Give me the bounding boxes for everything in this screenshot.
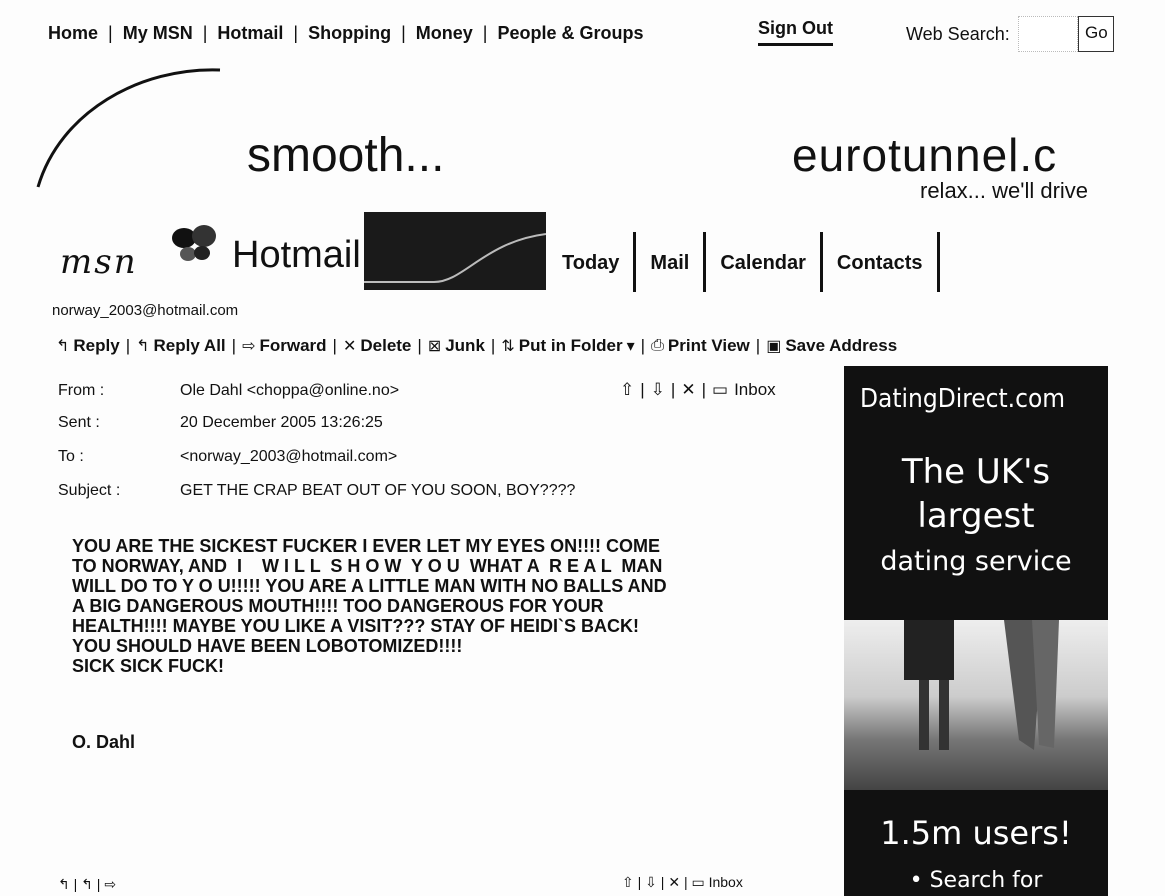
ad-headline-line: The UK's	[901, 452, 1051, 492]
account-email: norway_2003@hotmail.com	[52, 302, 239, 319]
message-body	[72, 536, 822, 676]
message-nav	[620, 380, 776, 400]
next-message-icon[interactable]: ⇩	[650, 380, 665, 399]
message-signature: O. Dahl	[72, 732, 136, 752]
nav-separator: |	[293, 22, 299, 43]
nav-separator: |	[401, 22, 406, 43]
toolbar-separator: |	[490, 336, 496, 355]
sign-out-link[interactable]: Sign Out	[758, 18, 833, 46]
top-nav	[48, 20, 644, 46]
body-line: YOU SHOULD HAVE BEEN LOBOTOMIZED!!!!	[72, 636, 463, 656]
msn-logo[interactable]: msn	[60, 242, 138, 282]
toolbar-separator: |	[332, 336, 337, 355]
delete-button[interactable]	[343, 336, 411, 356]
delete-label: Delete	[360, 336, 412, 355]
reply-all-icon: ↰	[136, 338, 150, 355]
address-card-icon: ▣	[766, 338, 782, 355]
delete-icon[interactable]: ✕	[668, 874, 681, 890]
ad-users: 1.5m users!	[880, 814, 1072, 852]
folder-icon: ▭	[712, 380, 729, 399]
from-value[interactable]: Ole Dahl <choppa@online.no>	[180, 382, 400, 399]
nav-separator: |	[73, 876, 78, 892]
body-line: A BIG DANGEROUS MOUTH!!!! TOO DANGEROUS FOR YOUR	[72, 596, 604, 616]
ad-headline-line: largest	[917, 496, 1035, 536]
reply-icon: ↰	[56, 338, 70, 355]
to-label: To :	[58, 448, 84, 465]
tab-calendar[interactable]: Calendar	[706, 232, 823, 292]
dating-ad[interactable]	[844, 366, 1108, 896]
nav-people-groups[interactable]: People & Groups	[497, 22, 644, 43]
nav-separator: |	[108, 22, 113, 43]
bottom-toolbar	[58, 876, 116, 893]
reply-all-label: Reply All	[153, 336, 226, 355]
junk-button[interactable]	[428, 336, 485, 356]
ad-headline	[844, 450, 1108, 538]
print-view-label: Print View	[667, 336, 750, 355]
tab-mail[interactable]: Mail	[636, 232, 706, 292]
printer-icon: ⎙	[651, 337, 664, 354]
to-value: <norway_2003@hotmail.com>	[180, 448, 398, 465]
go-button[interactable]: Go	[1078, 16, 1114, 52]
nav-separator: |	[96, 876, 101, 892]
subject-value: GET THE CRAP BEAT OUT OF YOU SOON, BOY????	[180, 482, 576, 499]
put-in-folder-button[interactable]	[501, 336, 634, 356]
nav-home[interactable]: Home	[48, 22, 99, 43]
inbox-link[interactable]: Inbox	[734, 380, 776, 399]
hotmail-tabs	[548, 232, 940, 292]
reply-label: Reply	[73, 336, 120, 355]
delete-icon: ✕	[342, 338, 357, 355]
nav-my-msn[interactable]: My MSN	[122, 22, 193, 43]
delete-icon[interactable]: ✕	[681, 380, 696, 399]
nav-separator: |	[482, 22, 488, 43]
web-search-label: Web Search:	[906, 24, 1010, 44]
banner-brand-logo[interactable]: eurotunnel.c	[792, 129, 1058, 181]
body-line: TO NORWAY, AND I W I L L S H O W Y O U WHAT A R E A L MAN	[72, 556, 663, 576]
ad-brand: DatingDirect.com	[860, 384, 1066, 414]
save-address-label: Save Address	[785, 336, 898, 355]
nav-separator: |	[670, 380, 676, 399]
hotmail-title: Hotmail	[232, 234, 361, 276]
nav-separator: |	[637, 874, 642, 890]
nav-separator: |	[202, 22, 208, 43]
tab-contacts[interactable]: Contacts	[823, 232, 940, 292]
reply-icon[interactable]: ↰	[58, 876, 70, 892]
forward-label: Forward	[259, 336, 327, 355]
previous-message-icon[interactable]: ⇧	[622, 874, 634, 890]
toolbar-separator: |	[640, 336, 646, 355]
header-graphic	[364, 212, 546, 290]
forward-icon: ⇨	[242, 338, 256, 355]
header-swoosh-graphic	[364, 212, 546, 290]
nav-separator: |	[683, 874, 688, 890]
nav-separator: |	[660, 874, 665, 890]
reply-all-button[interactable]	[136, 336, 226, 356]
forward-button[interactable]	[242, 336, 326, 356]
from-label: From :	[58, 382, 105, 399]
save-address-button[interactable]	[766, 336, 897, 356]
body-line: WILL DO TO Y O U!!!!! YOU ARE A LITTLE MAN WITH NO BALLS AND	[72, 576, 667, 596]
sent-value: 20 December 2005 13:26:25	[180, 414, 383, 431]
body-line: YOU ARE THE SICKEST FUCKER I EVER LET MY EYES ON!!!! COME	[72, 536, 661, 556]
junk-icon: ⊠	[427, 338, 442, 355]
reply-all-icon[interactable]: ↰	[81, 876, 93, 892]
ad-search: • Search for	[909, 868, 1043, 893]
folder-move-icon: ⇅	[501, 338, 515, 355]
toolbar-separator: |	[417, 336, 422, 355]
tab-today[interactable]: Today	[548, 232, 636, 292]
next-message-icon[interactable]: ⇩	[645, 874, 657, 890]
nav-separator: |	[701, 380, 707, 399]
folder-icon: ▭	[691, 874, 705, 890]
ad-couple-image	[844, 620, 1108, 790]
reply-button[interactable]	[56, 336, 120, 356]
ad-photo	[844, 620, 1108, 790]
body-line: HEALTH!!!! MAYBE YOU LIKE A VISIT??? STAY OF HEIDI`S BACK!	[72, 616, 640, 636]
sent-label: Sent :	[58, 414, 100, 431]
nav-money[interactable]: Money	[415, 22, 473, 43]
ad-subline: dating service	[880, 546, 1072, 577]
web-search-input[interactable]	[1018, 16, 1078, 52]
print-view-button[interactable]	[651, 336, 750, 356]
banner-arc-graphic	[30, 62, 230, 192]
body-line: SICK SICK FUCK!	[72, 656, 224, 676]
bottom-message-nav	[622, 874, 743, 891]
forward-icon[interactable]: ⇨	[104, 876, 117, 892]
inbox-link[interactable]: Inbox	[708, 874, 743, 890]
banner-tagline[interactable]: smooth...	[247, 129, 445, 182]
previous-message-icon[interactable]: ⇧	[620, 380, 635, 399]
nav-separator: |	[640, 380, 645, 399]
toolbar-separator: |	[125, 336, 131, 355]
toolbar-separator: |	[231, 336, 237, 355]
nav-hotmail[interactable]: Hotmail	[217, 22, 284, 43]
junk-label: Junk	[445, 336, 485, 355]
msn-butterfly-icon	[170, 222, 220, 266]
chevron-down-icon: ▾	[626, 338, 635, 355]
subject-label: Subject :	[58, 482, 121, 499]
message-toolbar	[56, 336, 897, 356]
put-in-folder-label: Put in Folder	[518, 336, 623, 355]
toolbar-separator: |	[755, 336, 761, 355]
nav-shopping[interactable]: Shopping	[308, 22, 392, 43]
banner-slogan: relax... we'll drive	[920, 178, 1089, 203]
